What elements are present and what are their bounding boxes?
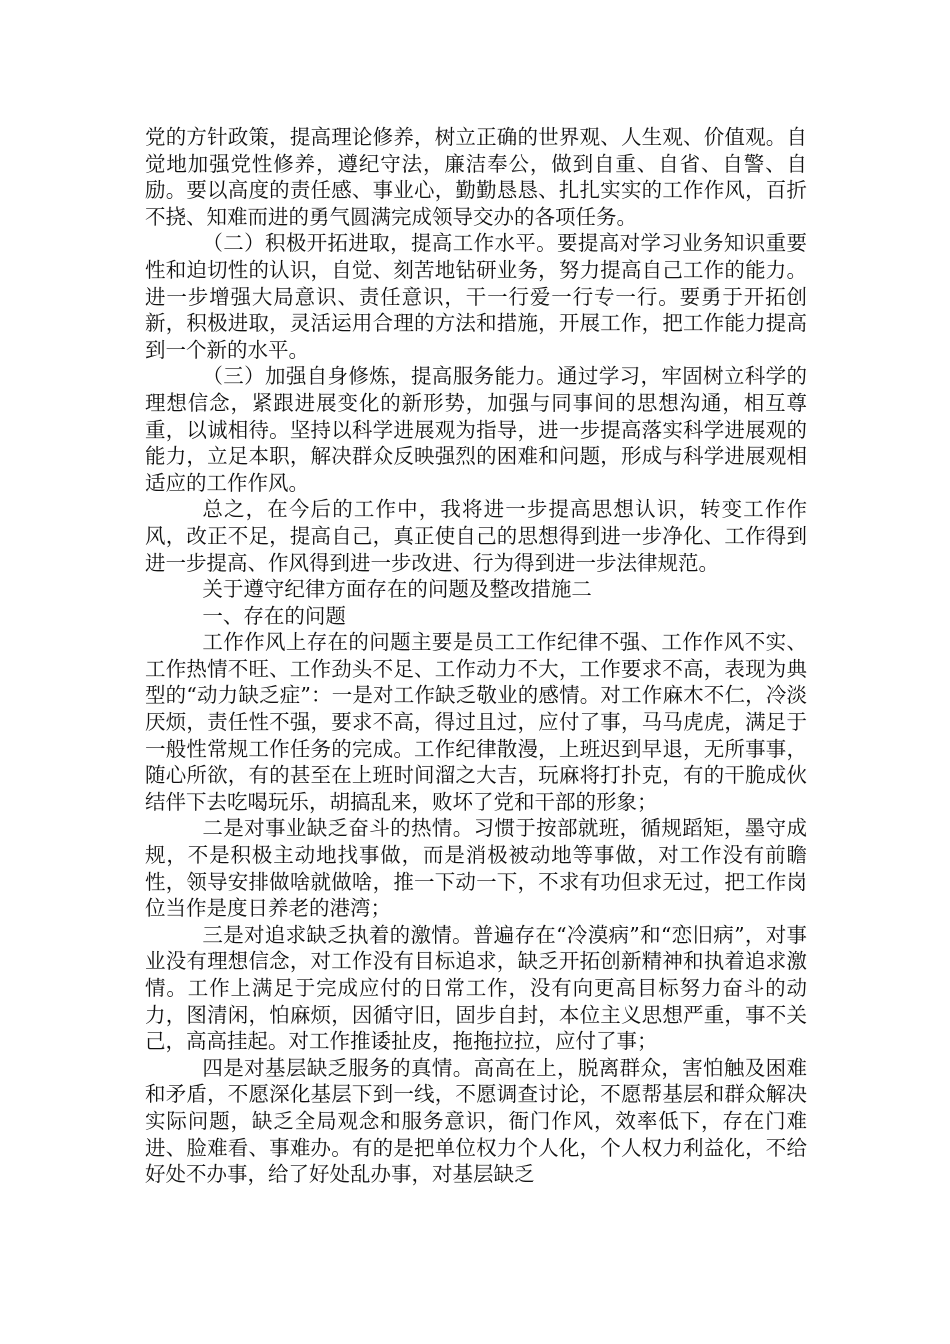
- paragraph-1: 党的方针政策，提高理论修养，树立正确的世界观、人生观、价值观。自觉地加强党性修养，遵纪守法，廉洁奉公，做到自重、自省、自警、自励。要以高度的责任感、事业心，勤勤恳恳、扎扎实实的工作作风，百折不挠、知难而进的勇气圆满完成领导交办的各项任务。: [145, 125, 807, 229]
- paragraph-2: （二）积极开拓进取，提高工作水平。要提高对学习业务知识重要性和迫切性的认识，自觉、刻苦地钻研业务，努力提高自己工作的能力。进一步增强大局意识、责任意识，干一行爱一行专一行。要勇于开拓创新，积极进取，灵活运用合理的方法和措施，开展工作，把工作能力提高到一个新的水平。: [145, 231, 807, 362]
- paragraph-5: 工作作风上存在的问题主要是员工工作纪律不强、工作作风不实、工作热情不旺、工作劲头不足、工作动力不大，工作要求不高，表现为典型的“动力缺乏症”：一是对工作缺乏敬业的感情。对工作麻木不仁，冷淡厌烦，责任性不强，要求不高，得过且过，应付了事，马马虎虎，满足于一般性常规工作任务的完成。工作纪律散漫，上班迟到早退，无所事事，随心所欲，有的甚至在上班时间溜之大吉，玩麻将打扑克，有的干脆成伙结伴下去吃喝玩乐，胡搞乱来，败坏了党和干部的形象；: [145, 630, 807, 814]
- section-title: 关于遵守纪律方面存在的问题及整改措施二: [202, 577, 592, 602]
- paragraph-6: 二是对事业缺乏奋斗的热情。习惯于按部就班，循规蹈矩，墨守成规，不是积极主动地找事做，而是消极被动地等事做，对工作没有前瞻性，领导安排做啥就做啥，推一下动一下，不求有功但求无过，把工作岗位当作是度日养老的港湾；: [145, 816, 807, 921]
- paragraph-7: 三是对追求缺乏执着的激情。普遍存在“冷漠病”和“恋旧病”，对事业没有理想信念，对工作没有目标追求，缺乏开拓创新精神和执着追求激情。工作上满足于完成应付的日常工作，没有向更高目标努力奋斗的动力，图清闲，怕麻烦，因循守旧，固步自封，本位主义思想严重，事不关己，高高挂起。对工作推诿扯皮，拖拖拉拉，应付了事；: [145, 922, 807, 1054]
- paragraph-8: 四是对基层缺乏服务的真情。高高在上，脱离群众，害怕触及困难和矛盾，不愿深化基层下到一线，不愿调查讨论，不愿帮基层和群众解决实际问题，缺乏全局观念和服务意识，衙门作风，效率低下，存在门难进、脸难看、事难办。有的是把单位权力个人化，个人权力利益化，不给好处不办事，给了好处乱办事，对基层缺乏: [145, 1055, 807, 1187]
- document-page: [145, 124, 807, 1188]
- paragraph-3: （三）加强自身修炼，提高服务能力。通过学习，牢固树立科学的理想信念，紧跟进展变化的新形势，加强与同事间的思想沟通，相互尊重，以诚相待。坚持以科学进展观为指导，进一步提高落实科学进展观的能力，立足本职，解决群众反映强烈的困难和问题，形成与科学进展观相适应的工作作风。: [145, 364, 807, 495]
- paragraph-4: 总之，在今后的工作中，我将进一步提高思想认识，转变工作作风，改正不足，提高自己，真正使自己的思想得到进一步净化、工作得到进一步提高、作风得到进一步改进、行为得到进一步法律规范。: [145, 497, 807, 575]
- section-heading: 一、存在的问题: [202, 603, 346, 628]
